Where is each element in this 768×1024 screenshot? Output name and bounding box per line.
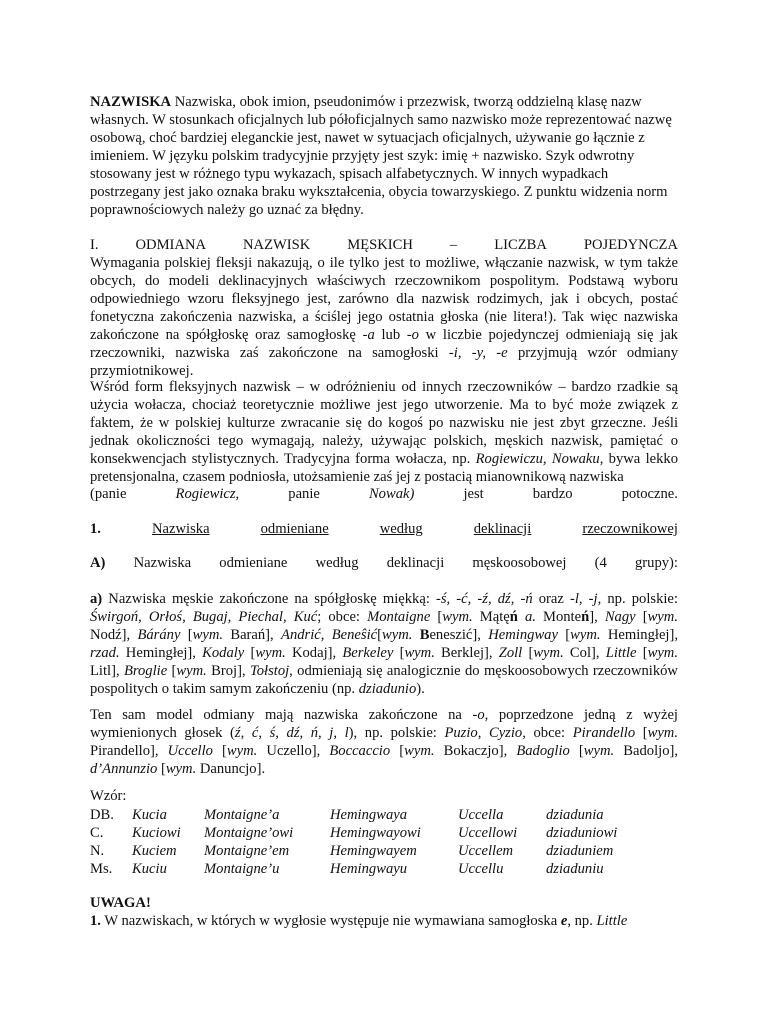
- table-row: [90, 806, 656, 824]
- text-run: -i, -y, -e: [448, 345, 508, 361]
- text-run: wym.: [404, 743, 435, 759]
- text-run: Nowak): [368, 486, 415, 502]
- table-cell: Hemingwaya: [330, 807, 408, 823]
- text-run: -ś, -ć, -ź, dź, -ń: [436, 591, 533, 607]
- table-cell: Kuciem: [132, 843, 177, 859]
- text-run: rzad.: [90, 645, 120, 661]
- text-run: Rogiewiczu, Nowaku: [475, 451, 600, 467]
- case-label: DB.: [90, 807, 114, 823]
- table-cell: Hemingwayowi: [330, 825, 421, 841]
- text-run: Berkeley: [342, 645, 394, 661]
- text-run: ],: [589, 609, 605, 625]
- text-run: Świrgoń, Orłoś, Bugaj, Piechal, Kuć: [90, 609, 318, 625]
- text-run: wym.: [442, 609, 473, 625]
- text-run: Bárány: [137, 627, 181, 643]
- text-run: Wśród form fleksyjnych nazwisk – w odróżnieniu od innych rzeczowników – bardzo rzadkie są użycia wołacza, chociaż teoretycznie możliwe jest jego utworzenie. Ma to być może związek z faktem, że w polskiej kulturze zwracanie się do kogoś po nazwisku nie jest zbyt grzeczne. Jeśli jednak okoliczności tego wymagają, należy, używając polskich, męskich nazwisk, pamiętać o konsekwencjach stylistycznych. Tradycyjna forma wołacza, np.: [90, 379, 678, 467]
- text-run: Little: [605, 645, 637, 661]
- table-cell: Kuciowi: [132, 825, 181, 841]
- text-run: panie: [288, 486, 320, 502]
- text-run: Bokaczjo],: [434, 743, 517, 759]
- table-cell: dziaduniowi: [546, 825, 618, 841]
- heading-word: rzeczownikowej: [582, 521, 678, 537]
- text-run: wym.: [583, 743, 615, 759]
- heading-word: NAZWISK: [243, 237, 311, 253]
- text-run: Kodaj],: [285, 645, 343, 661]
- text-run: -o: [472, 707, 485, 723]
- table-cell: Uccella: [458, 807, 504, 823]
- text-run: B: [419, 627, 430, 643]
- text-run: wym.: [192, 627, 224, 643]
- table-cell: Montaigne’a: [204, 807, 280, 823]
- text-run: Kodaly: [202, 645, 245, 661]
- text-run: [: [244, 645, 256, 661]
- text-run: ; obce:: [317, 609, 368, 625]
- text-run: , np.: [567, 913, 597, 929]
- text-run: wym.: [647, 609, 678, 625]
- table-cell: Uccellu: [458, 861, 504, 877]
- intro-text: Nazwiska, obok imion, pseudonimów i przezwisk, tworzą oddzielną klasę nazw własnych. W stosunkach oficjalnych lub półoficjalnych samo nazwisko może reprezentować nazwę osobową, choć bardziej eleganckie jest, nawet w sytuacjach oficjalnych, używanie go łącznie z imieniem. W języku polskim tradycyjnie przyjęty jest szyk: imię + nazwisko. Szyk odwrotny stosowany jest w różnego typu wykazach, spisach alfabetycznych. W innych wypadkach postrzegany jest jako oznaka braku wykształcenia, obycia towarzyskiego. Z punktu widzenia norm poprawnościowych należy go uznać za błędny.: [90, 94, 672, 218]
- text-run: [: [636, 645, 648, 661]
- text-run: Nodź],: [90, 627, 138, 643]
- text-run: Pirandello],: [90, 743, 168, 759]
- heading-word: –: [449, 237, 458, 253]
- heading-word: I.: [90, 237, 99, 253]
- table-row: [90, 824, 656, 842]
- text-run: Mątę: [472, 609, 510, 625]
- text-run: a.: [524, 609, 536, 625]
- text-run: Broj],: [206, 663, 250, 679]
- heading-word: odmieniane: [260, 521, 329, 537]
- text-run: wym.: [381, 627, 413, 643]
- section-paragraph-2: [90, 378, 678, 486]
- text-run: jest: [463, 486, 484, 502]
- text-run: wym.: [533, 645, 564, 661]
- text-run: [518, 609, 525, 625]
- text-run: Zoll: [498, 645, 523, 661]
- text-run: Wymagania polskiej fleksji nakazują, o ile tylko jest to możliwe, włączanie nazwisk, w tym także obcych, do modeli deklinacyjnych właściwych rzeczownikom pospolitym. Podstawą wyboru odpowiedniego wzoru fleksyjnego jest, zarówno dla nazwisk rodzimych, jak i obcych, postać fonetyczna zakończenia nazwiska, a ściślej jego ostatnia głoska (nie litera!). Tak więc nazwiska zakończone na spółgłoskę oraz samogłoskę: [90, 255, 678, 343]
- heading-word: MĘSKICH: [347, 237, 413, 253]
- text-run: Litl],: [90, 663, 124, 679]
- group-label: a): [90, 591, 103, 607]
- text-run: Puzio, Cyzio: [444, 725, 523, 741]
- table-cell: Uccellowi: [458, 825, 518, 841]
- section-paragraph-2-last-line: [90, 485, 678, 503]
- text-run: [: [180, 627, 193, 643]
- heading-word: deklinacji: [386, 555, 445, 571]
- text-run: [: [377, 627, 382, 643]
- text-run: -a: [362, 327, 375, 343]
- table-cell: Kuciu: [132, 861, 167, 877]
- text-run: przyjmują wzór odmiany przymiotnikowej.: [90, 345, 678, 379]
- text-run: Hemingłej],: [600, 627, 678, 643]
- table-cell: dziaduniem: [546, 843, 614, 859]
- table-cell: Montaigne’owi: [204, 825, 294, 841]
- text-run: ń: [509, 609, 518, 625]
- text-run: W nazwiskach, w których w wygłosie występuje nie wymawiana samogłoska: [100, 913, 561, 929]
- section-paragraph-1: [90, 254, 678, 380]
- subsection-a-heading: [90, 554, 678, 572]
- text-run: [412, 627, 419, 643]
- text-run: -l, -j: [570, 591, 598, 607]
- text-run: potoczne.: [621, 486, 678, 502]
- text-run: Monte: [535, 609, 582, 625]
- text-run: [: [157, 761, 166, 777]
- text-run: eneszić],: [429, 627, 489, 643]
- case-label: Ms.: [90, 861, 113, 877]
- heading-word: LICZBA: [494, 237, 547, 253]
- case-label: C.: [90, 825, 104, 841]
- text-run: Ten sam model odmiany mają nazwiska zakończone na: [90, 707, 473, 723]
- subsection-1-heading: [90, 520, 678, 538]
- text-run: Danuncjo].: [196, 761, 266, 777]
- text-run: , obce:: [522, 725, 573, 741]
- uwaga-paragraph: [90, 912, 678, 930]
- item-number: 1.: [90, 913, 101, 929]
- text-run: Berklej],: [434, 645, 499, 661]
- text-run: [: [635, 725, 648, 741]
- subsection-number: 1.: [90, 521, 101, 537]
- text-run: Hemingłej],: [119, 645, 203, 661]
- text-run: [369, 485, 414, 503]
- text-run: [: [522, 645, 534, 661]
- text-run: [: [635, 609, 648, 625]
- text-run: wym.: [570, 627, 601, 643]
- text-run: oraz: [532, 591, 570, 607]
- declension-table: [90, 806, 656, 878]
- text-run: [: [557, 627, 571, 643]
- table-cell: Hemingwayu: [330, 861, 408, 877]
- table-cell: Montaigne’em: [204, 843, 290, 859]
- text-run: wym.: [176, 663, 207, 679]
- text-run: Tołstoj: [249, 663, 290, 679]
- text-run: ).: [416, 681, 425, 697]
- text-run: ź, ć, ś, dź, ń, j, l: [234, 725, 349, 741]
- text-run: wym.: [165, 761, 197, 777]
- table-cell: Uccellem: [458, 843, 514, 859]
- text-run: [: [569, 743, 584, 759]
- text-run: Little: [596, 913, 628, 929]
- text-run: Barań],: [223, 627, 282, 643]
- text-run: ), np. polskie:: [348, 725, 445, 741]
- table-cell: Hemingwayem: [330, 843, 417, 859]
- case-label: N.: [90, 843, 105, 859]
- table-cell: dziadunia: [546, 807, 604, 823]
- text-run: [: [430, 609, 443, 625]
- text-run: d’Annunzio: [90, 761, 158, 777]
- heading-word: odmieniane: [219, 555, 288, 571]
- heading-word: według: [315, 555, 359, 571]
- subsection-label: A): [90, 555, 106, 571]
- heading-word: (4: [594, 555, 607, 571]
- table-cell: Montaigne’u: [204, 861, 280, 877]
- text-run: Pirandello: [572, 725, 636, 741]
- text-run: w liczbie pojedynczej odmieniają się jak rzeczowniki, nazwiska zaś zakończone na samogłoski: [90, 327, 678, 361]
- table-cell: Kucia: [132, 807, 167, 823]
- heading-word: Nazwiska: [133, 555, 192, 571]
- text-run: wym.: [647, 645, 678, 661]
- text-run: [: [393, 645, 405, 661]
- text-run: wym.: [647, 725, 678, 741]
- text-run: (panie: [90, 486, 127, 502]
- text-run: [: [212, 743, 227, 759]
- heading-word: grupy):: [634, 555, 678, 571]
- text-run: wym.: [226, 743, 258, 759]
- text-run: e: [560, 913, 568, 929]
- text-run: [: [390, 743, 405, 759]
- text-run: Montaigne: [367, 609, 431, 625]
- wzor-label: Wzór:: [90, 788, 127, 804]
- text-run: Col],: [563, 645, 606, 661]
- heading-word: męskoosobowej: [472, 555, 567, 571]
- heading-word: ODMIANA: [135, 237, 207, 253]
- heading-word: według: [379, 521, 423, 537]
- text-run: Badoglio: [516, 743, 570, 759]
- text-run: Boccaccio: [329, 743, 391, 759]
- text-run: Broglie: [123, 663, 168, 679]
- heading-word: deklinacji: [473, 521, 532, 537]
- text-run: ń: [581, 609, 590, 625]
- text-run: Uczello],: [257, 743, 330, 759]
- text-run: Hemingway: [488, 627, 558, 643]
- uwaga-heading: UWAGA!: [90, 895, 151, 911]
- group-a-paragraph-2: [90, 706, 678, 778]
- text-run: lub: [374, 327, 407, 343]
- table-cell: dziaduniu: [546, 861, 604, 877]
- section-heading: [90, 236, 678, 254]
- text-run: Badoljo],: [614, 743, 679, 759]
- intro-paragraph: [90, 93, 678, 219]
- text-run: Uccello: [167, 743, 213, 759]
- text-run: Nazwiska męskie zakończone na spółgłoskę miękką:: [102, 591, 436, 607]
- text-run: -o: [406, 327, 419, 343]
- text-run: Rogiewicz,: [175, 486, 240, 502]
- text-run: [: [167, 663, 177, 679]
- text-run: dziadunio: [358, 681, 417, 697]
- text-run: Andrić, Beneŝić: [281, 627, 378, 643]
- text-run: wym.: [404, 645, 435, 661]
- text-run: , bywa lekko pretensjonalna, czasem podniosła, utożsamienie zaś jej z postacią mianownikową nazwiska: [90, 451, 678, 485]
- table-row: [90, 860, 656, 878]
- text-run: , poprzedzone jedną z wyżej wymienionych głosek (: [90, 707, 678, 741]
- heading-word: Nazwiska: [152, 521, 210, 537]
- text-run: wym.: [255, 645, 286, 661]
- text-run: , odmieniają się analogicznie do męskoosobowych rzeczowników pospolitych o takim samym zakończeniu (np.: [90, 663, 678, 697]
- text-run: bardzo: [532, 486, 573, 502]
- table-row: [90, 842, 656, 860]
- intro-heading: NAZWISKA: [90, 94, 172, 110]
- heading-word: POJEDYNCZA: [583, 237, 678, 253]
- text-run: , np. polskie:: [597, 591, 678, 607]
- group-a-paragraph: [90, 590, 678, 698]
- text-run: Nagy: [604, 609, 636, 625]
